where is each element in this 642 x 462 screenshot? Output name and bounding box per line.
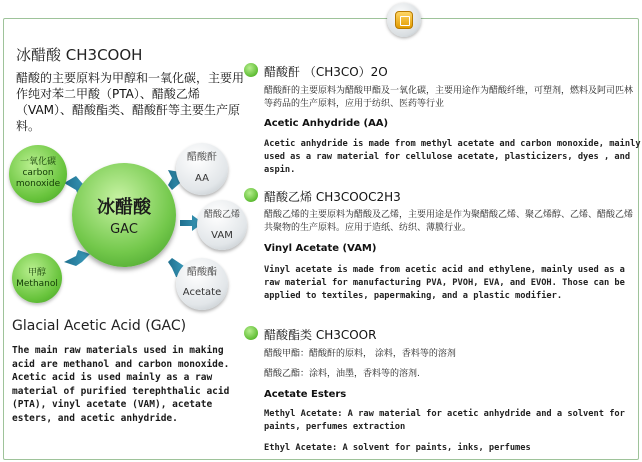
section-en-title-vam: Vinyl Acetate (VAM) [264, 243, 377, 254]
node-vam: 醋酸乙烯 VAM [197, 200, 247, 250]
section-cn-vam: 醋酸乙烯的主要原料为醋酸及乙烯，主要用途是作为聚醋酸乙烯、聚乙烯醇、乙烯、醋酸乙烯共聚物的生产原料。应用于造纸、纺织、薄膜行业。 [264, 210, 634, 233]
gac-title: Glacial Acetic Acid (GAC) [12, 318, 187, 334]
window-icon[interactable] [387, 3, 421, 37]
node-acetate: 醋酸酯 Acetate [176, 258, 228, 310]
gac-description: The main raw materials used in making acid are methanol and carbon monoxide. Acetic acid is used mainly as a raw material of purified terephthalic acid (PTA), vinyl acetate (VAM), acetate esters, and acetic anhydride. [12, 345, 230, 424]
arrow-methanol-to-gac [64, 250, 90, 266]
section-en-title-aa: Acetic Anhydride (AA) [264, 118, 389, 129]
node-carbon-monoxide: 一氧化碳 carbon monoxide [9, 145, 67, 203]
section-title-aa: 醋酸酐 （CH3CO）2O [264, 65, 388, 79]
section-bullet-icon [244, 63, 258, 77]
section-title-vam: 醋酸乙烯 CH3COOC2H3 [264, 190, 401, 204]
section-en-vam: Vinyl acetate is made from acetic acid and ethylene, mainly used as a raw material for manufacturing PVA, PVOH, EVA, and EVOH. Those can be applied to textiles, papermaking, and a plastic modifier. [264, 265, 625, 301]
section-en-title-esters: Acetate Esters [264, 389, 347, 400]
section-title-esters: 醋酸酯类 CH3COOR [264, 328, 377, 342]
section-en-esters-methyl: Methyl Acetate: A raw material for acetic anhydride and a solvent for paints, perfumes extraction [264, 409, 625, 432]
node-methanol: 甲醇 Methanol [12, 253, 62, 303]
page-title: 冰醋酸 CH3COOH [16, 46, 143, 64]
node-aa: 醋酸酐 AA [176, 143, 228, 195]
section-cn-aa: 醋酸酐的主要原料为醋酸甲酯及一氧化碳，主要用途作为醋酸纤维，可塑剂，燃料及阿司匹林等药品的生产原料，应用于纺织、医药等行业 [264, 86, 634, 109]
section-cn-esters-ethyl: 醋酸乙酯：涂料，油墨，香料等的溶剂. [264, 369, 420, 379]
node-gac: 冰醋酸 GAC [72, 163, 176, 267]
section-en-aa: Acetic anhydride is made from methyl acetate and carbon monoxide, mainly used as a raw material for cellulose acetate, plasticizers, dyes , and aspin. [264, 139, 641, 175]
section-bullet-icon [244, 326, 258, 340]
section-bullet-icon [244, 188, 258, 202]
intro-text: 醋酸的主要原料为甲醇和一氧化碳，主要用作纯对苯二甲酸（PTA）、醋酸乙烯（VAM）、醋酸酯类、醋酸酐等主要生产原料。 [16, 71, 245, 133]
section-cn-esters-methyl: 醋酸甲酯：醋酸酐的原料， 涂料，香料等的溶剂 [264, 349, 456, 359]
section-en-esters-ethyl: Ethyl Acetate: A solvent for paints, inks, perfumes [264, 443, 531, 453]
